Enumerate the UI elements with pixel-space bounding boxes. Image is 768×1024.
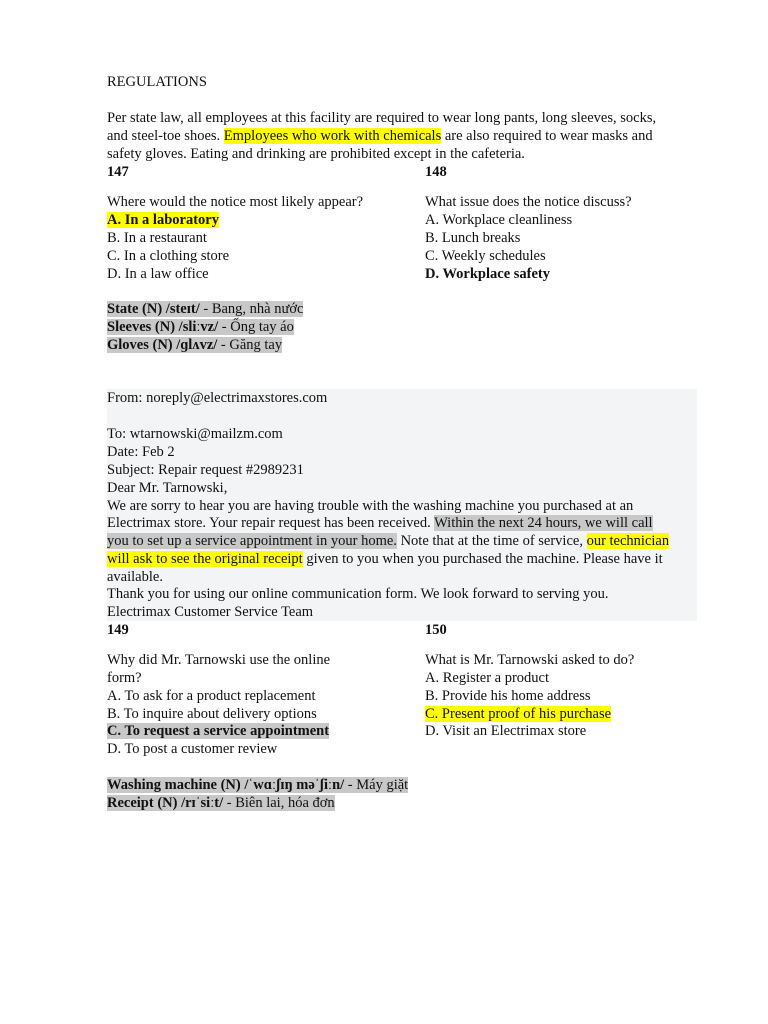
highlighted-phrase: our technician <box>586 533 670 549</box>
correct-answer: C. To request a service appointment <box>107 723 330 739</box>
email-body-line: Thank you for using our online communication form. We look forward to serving you. <box>107 586 609 602</box>
answer-option: D. To post a customer review <box>107 741 278 757</box>
email-to: To: wtarnowski@mailzm.com <box>107 426 283 442</box>
question-number: 150 <box>425 622 447 638</box>
answer-option: D. In a law office <box>107 266 209 282</box>
vocab-meaning: - Ống tay áo <box>218 319 294 335</box>
vocab-meaning: - Găng tay <box>217 337 283 353</box>
vocab-meaning: - Biên lai, hóa đơn <box>223 795 335 811</box>
email-body-line: available. <box>107 569 163 585</box>
vocab-entry <box>107 336 282 354</box>
email-signature: Electrimax Customer Service Team <box>107 604 314 620</box>
vocab-entry <box>107 300 303 318</box>
question-text: What issue does the notice discuss? <box>425 194 632 210</box>
highlighted-phrase: Employees who work with chemicals <box>223 128 442 144</box>
notice-text-span: are also required to wear masks and <box>441 128 653 144</box>
answer-option: D. Visit an Electrimax store <box>425 723 587 739</box>
correct-answer: D. Workplace safety <box>425 266 550 282</box>
highlighted-phrase: you to set up a service appointment in your home. <box>107 533 397 549</box>
highlighted-phrase: will ask to see the original receipt <box>107 551 303 567</box>
email-body-line <box>107 550 663 568</box>
vocab-term: Gloves (N) /ɡlʌvz/ <box>107 337 218 353</box>
vocab-term: State (N) /steɪt/ <box>107 301 200 317</box>
email-date: Date: Feb 2 <box>107 444 175 460</box>
answer-option: C. Weekly schedules <box>425 248 546 264</box>
email-body-line <box>107 532 669 550</box>
email-text-span: Note that at the time of service, <box>396 533 587 549</box>
vocab-term: Washing machine (N) /ˈwɑːʃɪŋ məˈʃiːn/ <box>107 777 345 793</box>
vocab-term: Receipt (N) /rɪˈsiːt/ <box>107 795 224 811</box>
vocab-meaning: - Máy giặt <box>344 777 409 793</box>
page-title: REGULATIONS <box>107 74 207 90</box>
answer-option: C. In a clothing store <box>107 248 230 264</box>
answer-option <box>425 705 611 723</box>
email-text-span: given to you when you purchased the machine. Please have it <box>302 551 663 567</box>
correct-answer: A. In a laboratory <box>107 212 219 228</box>
answer-option: B. To inquire about delivery options <box>107 706 317 722</box>
email-from: From: noreply@electrimaxstores.com <box>107 390 328 406</box>
vocab-entry <box>107 794 335 812</box>
answer-option <box>107 722 329 740</box>
notice-line <box>107 127 653 145</box>
vocab-term: Sleeves (N) /sliːvz/ <box>107 319 219 335</box>
vocab-entry <box>107 776 408 794</box>
answer-option <box>107 211 219 229</box>
question-number: 147 <box>107 164 129 180</box>
email-subject: Subject: Repair request #2989231 <box>107 462 304 478</box>
email-greeting: Dear Mr. Tarnowski, <box>107 480 228 496</box>
answer-option: B. In a restaurant <box>107 230 207 246</box>
question-text: What is Mr. Tarnowski asked to do? <box>425 652 635 668</box>
question-number: 149 <box>107 622 129 638</box>
correct-answer: C. Present proof of his purchase <box>425 706 612 722</box>
vocab-meaning: - Bang, nhà nước <box>199 301 304 317</box>
highlighted-phrase: Within the next 24 hours, we will call <box>434 515 653 531</box>
email-body-line: We are sorry to hear you are having trouble with the washing machine you purchased at an <box>107 498 634 514</box>
notice-line: safety gloves. Eating and drinking are prohibited except in the cafeteria. <box>107 146 525 162</box>
answer-option: A. Register a product <box>425 670 550 686</box>
question-number: 148 <box>425 164 447 180</box>
question-text: form? <box>107 670 142 686</box>
question-text: Where would the notice most likely appear? <box>107 194 364 210</box>
email-text-span: Electrimax store. Your repair request has been received. <box>107 515 435 531</box>
answer-option: A. To ask for a product replacement <box>107 688 316 704</box>
answer-option: A. Workplace cleanliness <box>425 212 573 228</box>
answer-option: B. Provide his home address <box>425 688 591 704</box>
notice-line: Per state law, all employees at this facility are required to wear long pants, long sleeves, socks, <box>107 110 657 126</box>
notice-text-span: and steel-toe shoes. <box>107 128 224 144</box>
question-text: Why did Mr. Tarnowski use the online <box>107 652 331 668</box>
answer-option: B. Lunch breaks <box>425 230 521 246</box>
email-body-line <box>107 514 653 532</box>
vocab-entry <box>107 318 294 336</box>
